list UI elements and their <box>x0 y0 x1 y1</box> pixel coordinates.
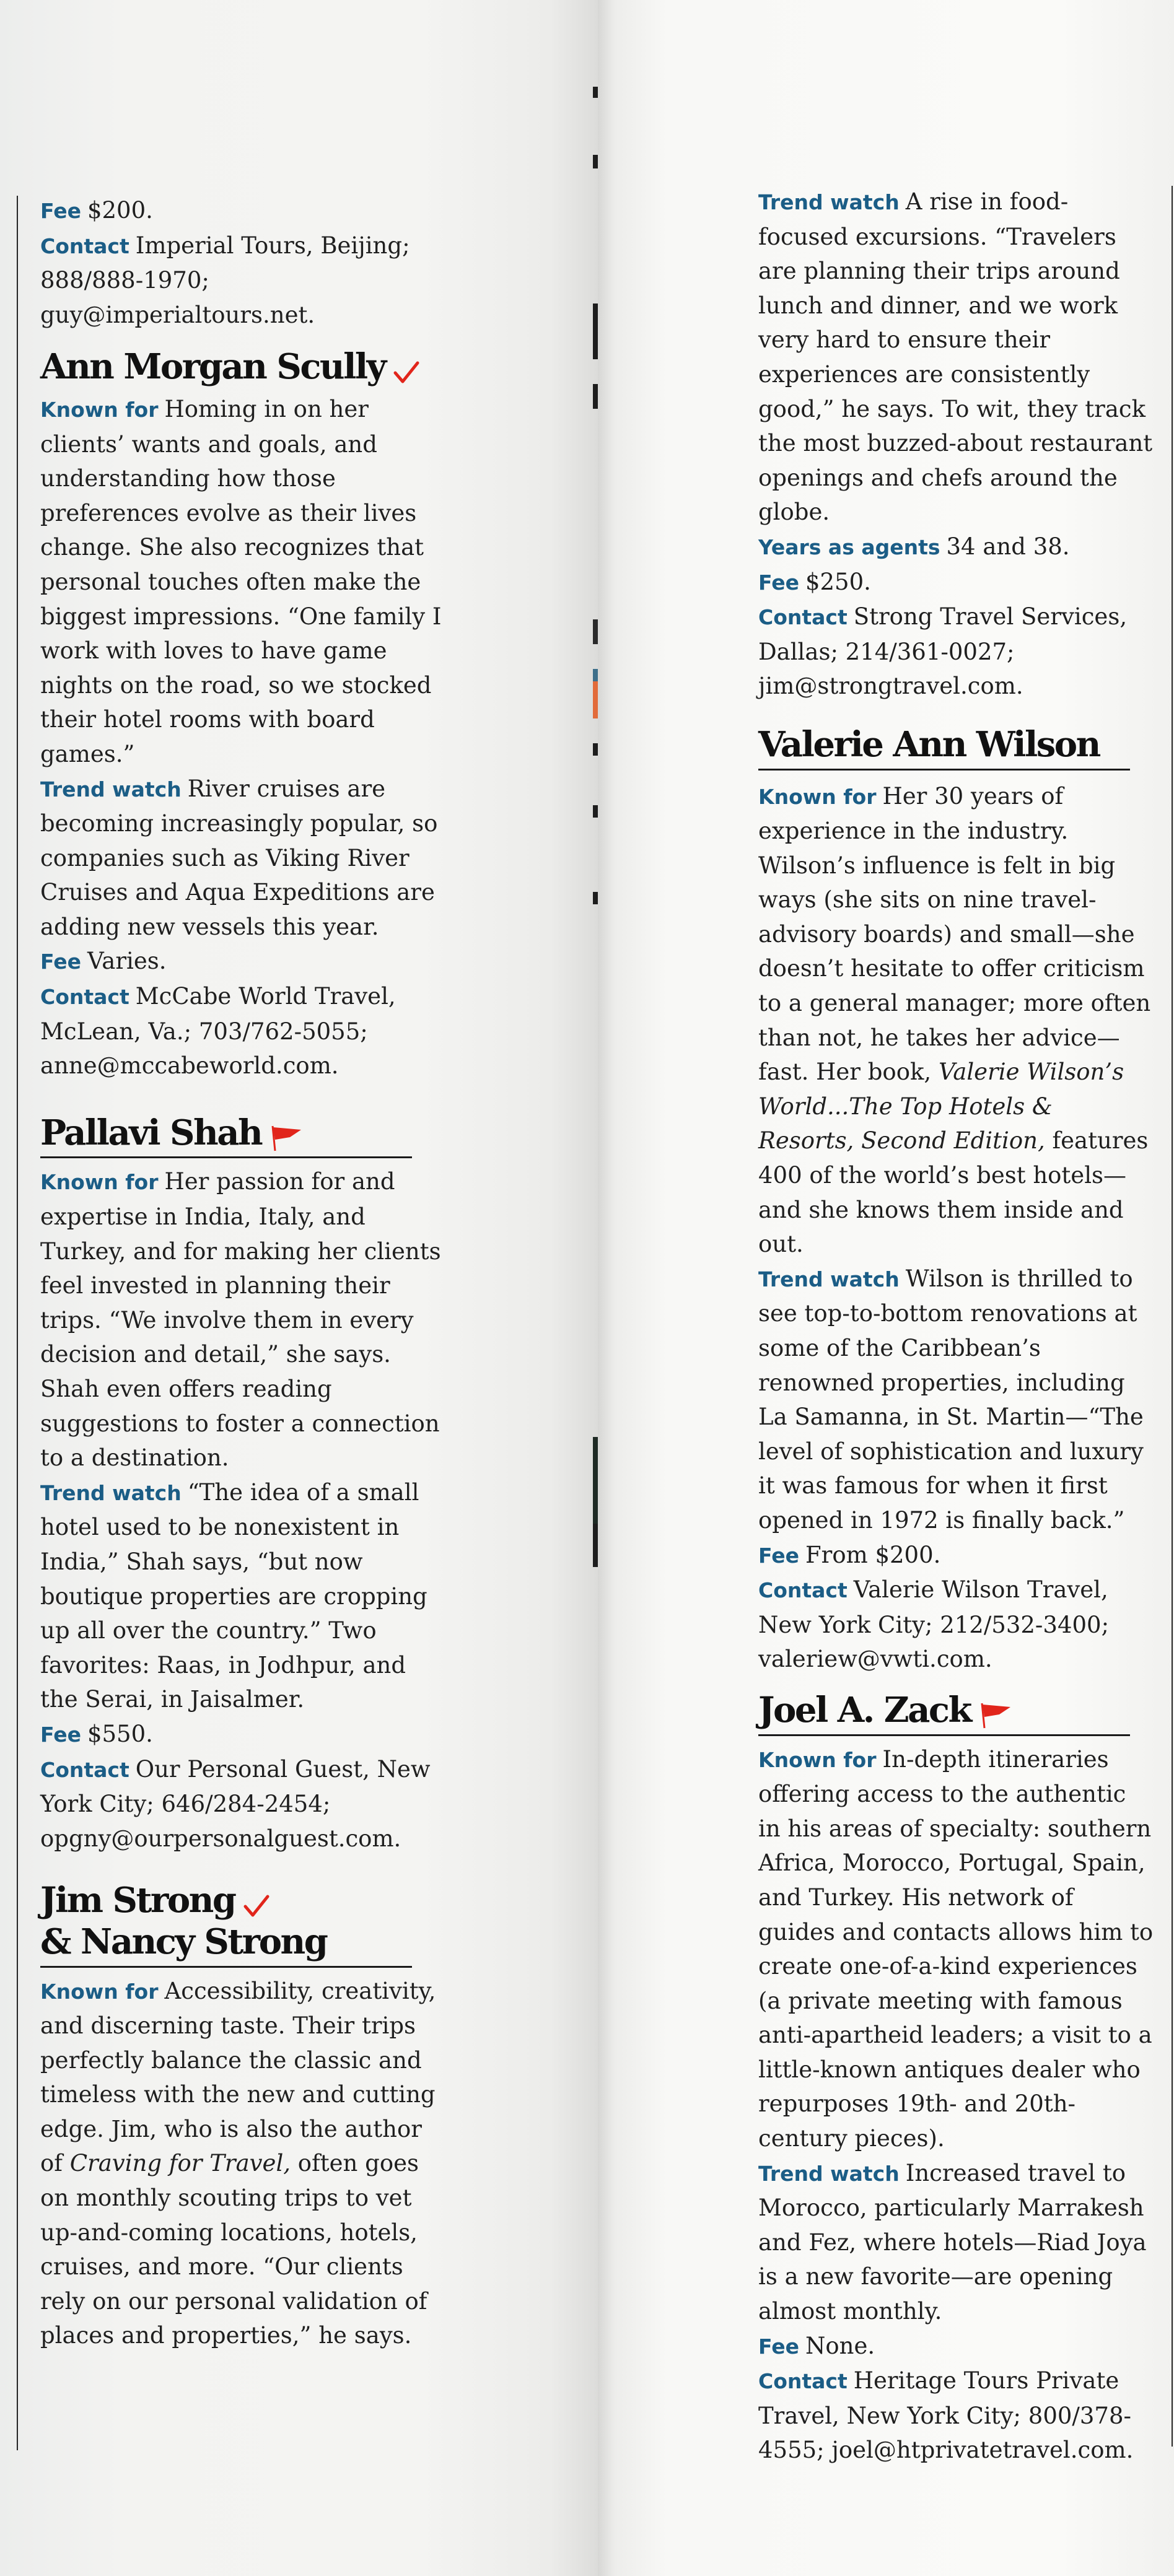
trend-watch: Trend watch Increased travel to Morocco, particularly Marrakesh and Fez, where hotels—Riad Joya is a new favorite—are opening almost monthly. <box>758 2159 1147 2325</box>
agent-heading <box>40 1880 443 1967</box>
agent-name-underline <box>40 1113 412 1159</box>
known-for: Known for Her 30 years of experience in the industry. Wilson’s influence is felt in big ways (she sits on nine travel-advisory boards) and small—she doesn’t hesitate to offer criticism to a general manager; more often than not, he takes her advice—fast. Her book, Valerie Wilson’s World...The Top Hotels & Resorts, Second Edition, features 400 of the world’s best hotels—and she knows them inside and out. <box>758 782 1151 1258</box>
contact-line: Contact Strong Travel Services, Dallas; 214/361-0027; jim@strongtravel.com. <box>758 603 1128 700</box>
known-for: Known for Her passion for and expertise in India, Italy, and Turkey, and for making her clients feel invested in planning their trips. “We involve them in every decision and detail,” she says. Shah even offers reading suggestions to foster a connection to a destination. <box>40 1168 441 1472</box>
contact-line: Contact Heritage Tours Private Travel, New York City; 800/378-4555; joel@htprivatetravel.com. <box>758 2367 1134 2464</box>
agent-heading <box>40 347 443 388</box>
fee-line: Fee $250. <box>758 568 871 595</box>
known-for: Known for In-depth itineraries offering access to the authentic in his areas of specialty: southern Africa, Morocco, Portugal, Spain, and Turkey. His network of guides and contacts allows him to create one-of-a-kind experiences (a private meeting with famous anti-apartheid leaders; a visit to a little-known antiques dealer who repurposes 19th- and 20th-century pieces). <box>758 1745 1154 2152</box>
fee-line: Fee None. <box>758 2332 875 2359</box>
fee-line: Fee Varies. <box>40 948 167 975</box>
trend-watch: Trend watch Wilson is thrilled to see top-to-bottom renovations at some of the Caribbean’s renowned properties, including La Samanna, in St. Martin—“The level of sophistication and luxury it was famous for when it first opened in 1972 is finally back.” <box>758 1265 1144 1534</box>
years-line: Years as agents 34 and 38. <box>758 533 1070 560</box>
agent-heading <box>40 1113 443 1159</box>
agent-name-underline <box>758 725 1130 771</box>
agent-name-underline <box>758 1690 1130 1736</box>
agent-name: Pallavi Shah <box>40 1112 262 1153</box>
fee-line: Fee From $200. <box>758 1541 941 1568</box>
fee-line: Fee $550. <box>40 1720 153 1747</box>
flag-icon <box>978 1701 1013 1731</box>
right-column-rule <box>1172 186 1173 2447</box>
agent-name-line1: Jim Strong <box>40 1880 235 1921</box>
left-column <box>40 193 443 2353</box>
fee-line: Fee $200. <box>40 197 153 224</box>
right-column <box>758 185 1155 2468</box>
left-column-rule <box>17 196 18 2450</box>
trend-watch: Trend watch A rise in food-focused excursions. “Travelers are planning their trips around lunch and dinner, and we work very hard to ensure their experiences are consistently good,” he says. To wit, they track the most buzzed-about restaurant openings and chefs around the globe. <box>758 188 1153 526</box>
known-for: Known for Homing in on her clients’ wants and goals, and understanding how those preferences evolve as their lives change. She also recognizes that personal touches often make the biggest impressions. “One family I work with loves to have game nights on the road, so we stocked their hotel rooms with board games.” <box>40 395 442 767</box>
agent-name: Valerie Ann Wilson <box>758 723 1100 765</box>
checkmark-icon <box>393 360 420 385</box>
trend-watch: Trend watch River cruises are becoming increasingly popular, so companies such as Viking River Cruises and Aqua Expeditions are adding new vessels this year. <box>40 775 438 940</box>
agent-heading <box>758 725 1155 771</box>
contact-line: Contact Imperial Tours, Beijing; 888/888-1970; guy@imperialtours.net. <box>40 232 410 328</box>
trend-watch: Trend watch “The idea of a small hotel used to be nonexistent in India,” Shah says, “but now boutique properties are cropping up all over the country.” Two favorites: Raas, in Jodhpur, and the Serai, in Jaisalmer. <box>40 1478 427 1713</box>
known-for: Known for Accessibility, creativity, and discerning taste. Their trips perfectly balance the classic and timeless with the new and cutting edge. Jim, who is also the author of Craving for Travel, often goes on monthly scouting trips to vet up-and-coming locations, hotels, cruises, and more. “Our clients rely on our personal validation of places and properties,” he says. <box>40 1977 436 2349</box>
flag-icon <box>269 1124 304 1153</box>
agent-name-line2: & Nancy Strong <box>40 1921 327 1962</box>
agent-name: Joel A. Zack <box>758 1689 971 1731</box>
contact-line: Contact Valerie Wilson Travel, New York City; 212/532-3400; valeriew@vwti.com. <box>758 1576 1110 1673</box>
agent-heading <box>758 1690 1155 1736</box>
gutter-marks <box>593 0 600 2576</box>
agent-name: Ann Morgan Scully <box>40 346 385 388</box>
checkmark-icon <box>243 1894 270 1919</box>
contact-line: Contact McCabe World Travel, McLean, Va.; 703/762-5055; anne@mccabeworld.com. <box>40 983 396 1080</box>
agent-name-underline <box>40 1880 412 1967</box>
contact-line: Contact Our Personal Guest, New York City; 646/284-2454; opgny@ourpersonalguest.com. <box>40 1755 431 1852</box>
